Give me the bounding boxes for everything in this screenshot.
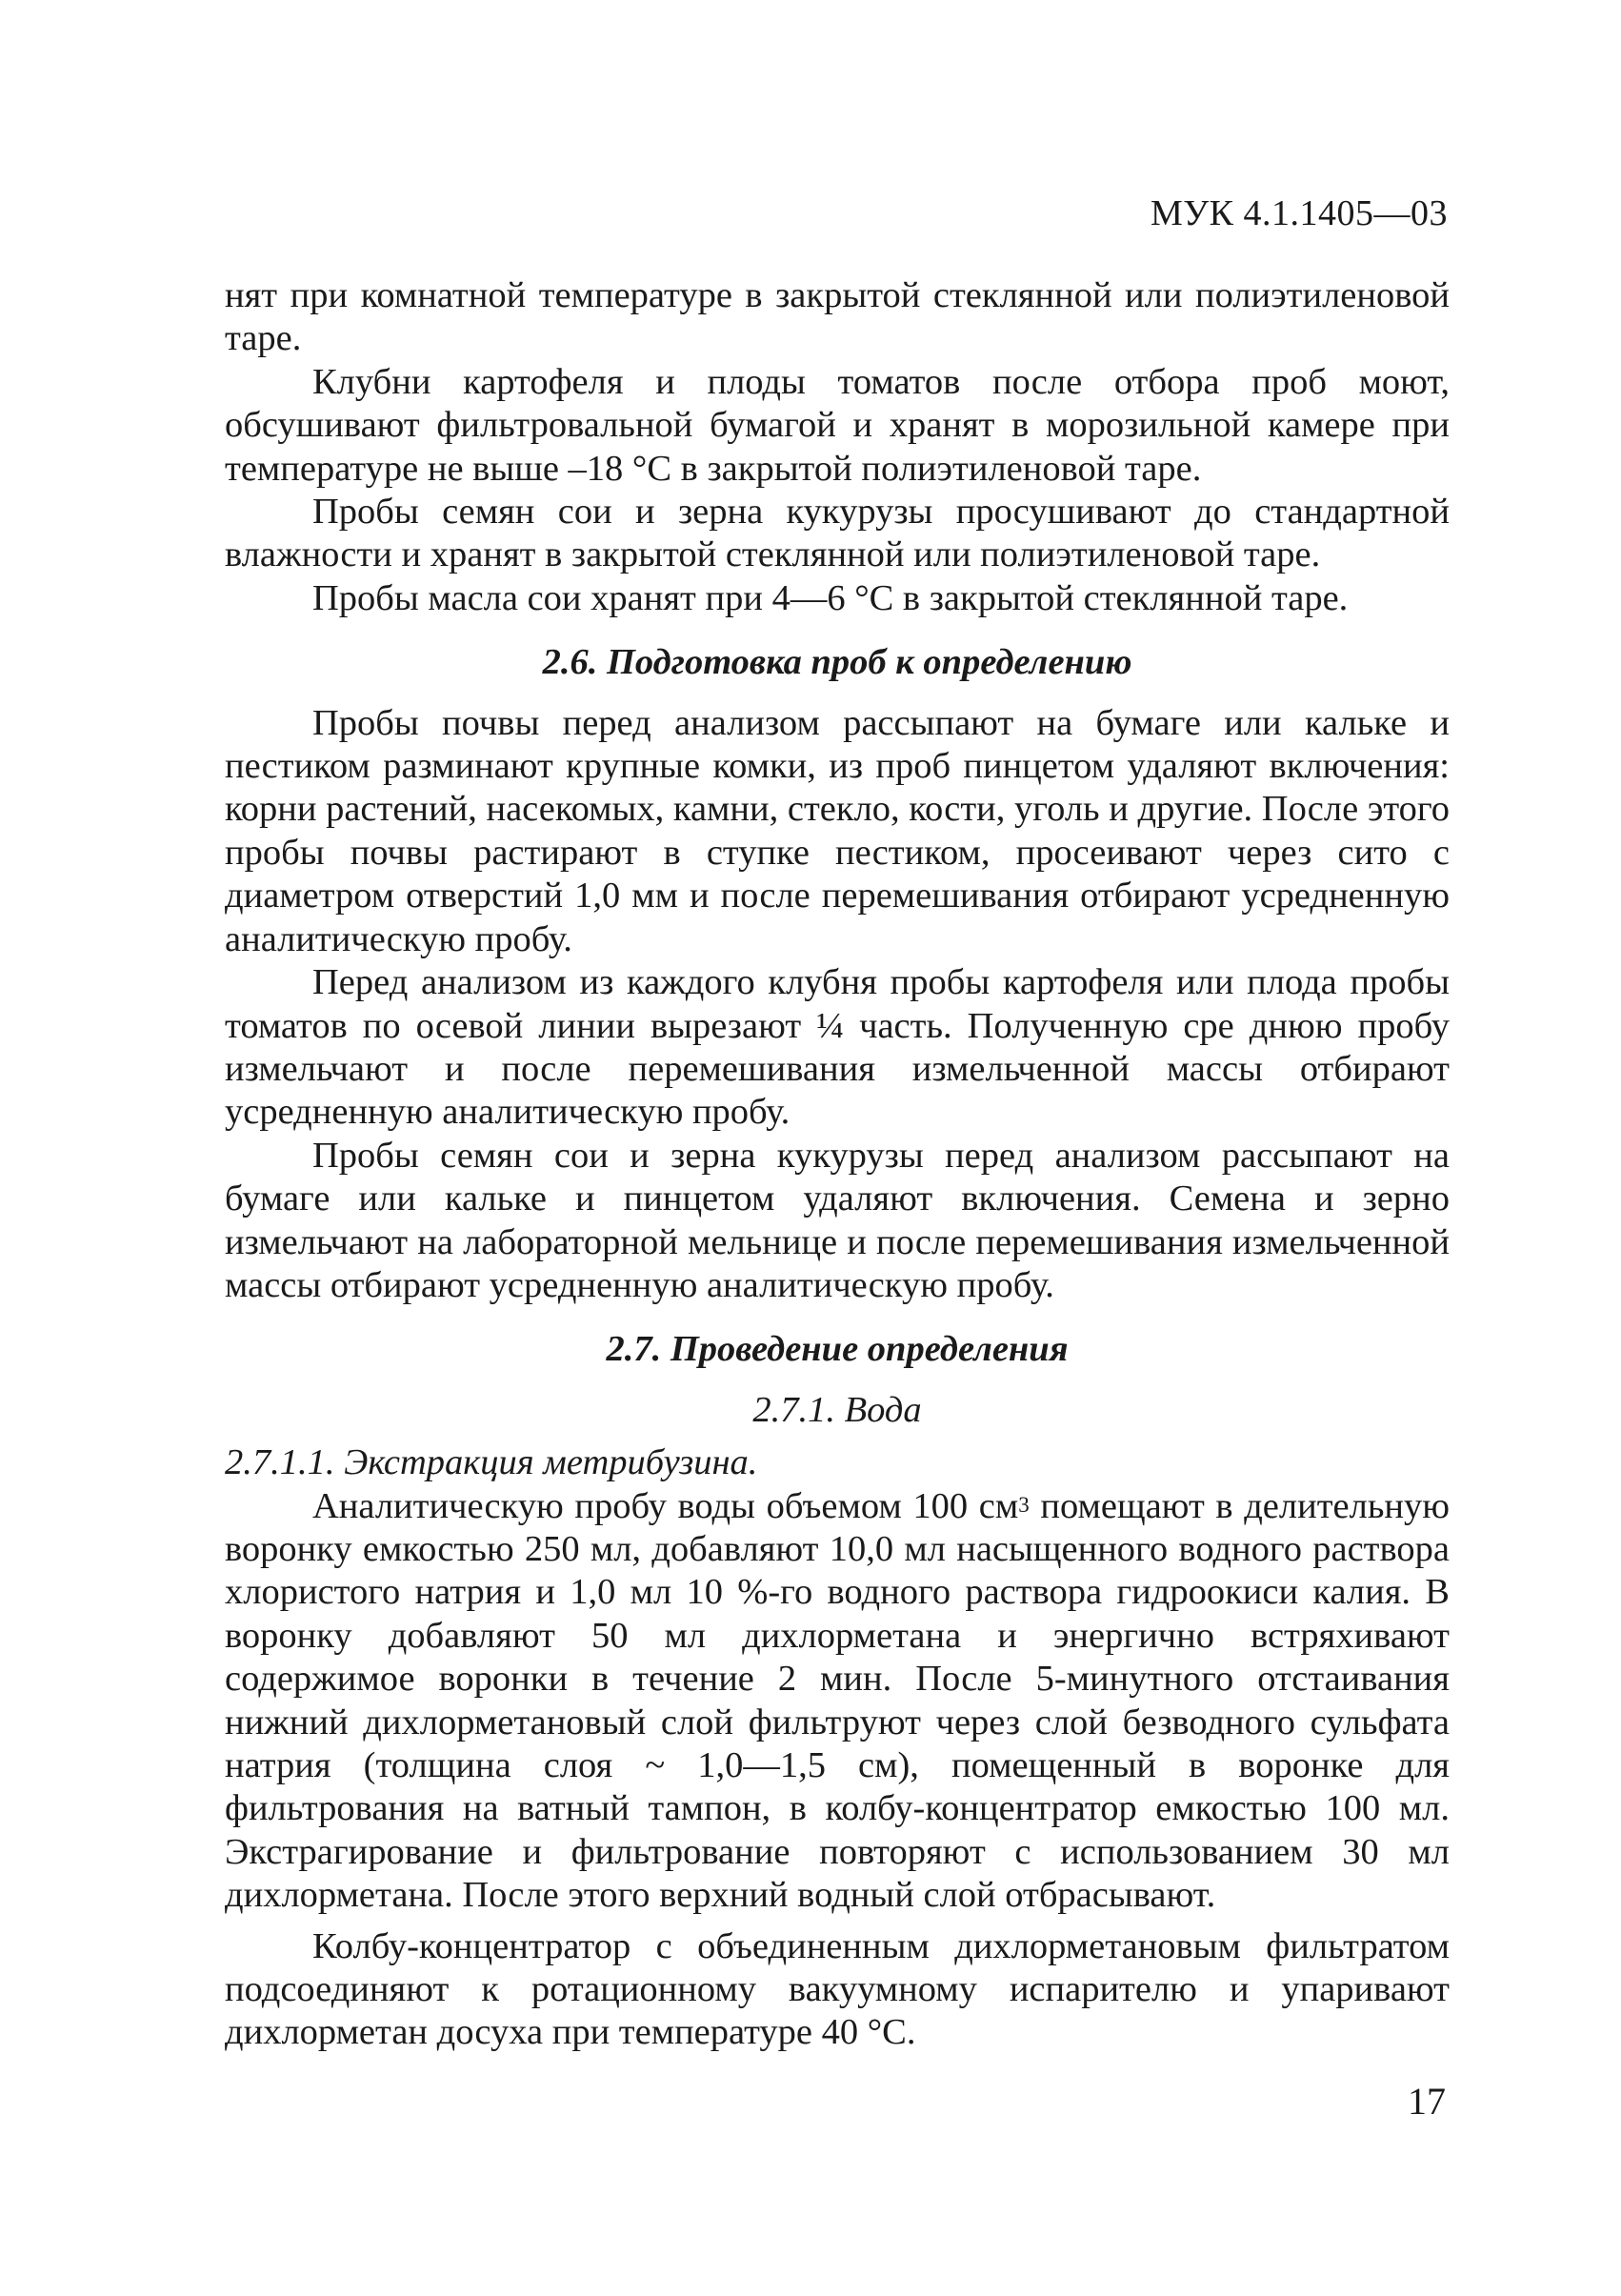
paragraph-text: помещают в делительную воронку емкостью 250 мл, добавляют 10,0 мл насыщенного водного раствора хлористого натрия и 1,0 мл 10 %-го водного раствора гидроокиси калия. В воронку добавляют 50 мл дихлорметана и энергично встряхивают содержимое воронки в течение 2 мин. После 5-минутного отстаивания нижний дихлорметановый слой фильтруют через слой безводного сульфата натрия (толщина слоя ~ 1,0—1,5 см), помещенный в воронке для фильтрования на ватный тампон, в колбу-концентратор емкостью 100 мл. Экстрагирование и фильтрование повторяют с использованием 30 мл дихлорметана. После этого верхний водный слой отбрасывают.: [225, 1485, 1450, 1916]
document-code: МУК 4.1.1405—03: [1150, 193, 1448, 233]
paragraph: нят при комнатной температуре в закрытой стеклянной или полиэтиленовой таре.: [225, 275, 1450, 359]
paragraph: [225, 1485, 1450, 1918]
paragraph: Перед анализом из каждого клубня пробы картофеля или плода пробы томатов по осевой линии вырезают ¼ часть. Полученную сре днюю пробу измельчают и после перемешивания измельченной массы отбирают усредненную аналитическую пробу.: [225, 962, 1450, 1133]
paragraph: Колбу-концентратор с объединенным дихлорметановым фильтратом подсоединяют к ротационному вакуумному испарителю и упаривают дихлорметан досуха при температуре 40 °С.: [225, 1925, 1450, 2053]
paragraph: Пробы семян сои и зерна кукурузы перед анализом рассыпают на бумаге или кальке и пинцетом удаляют включения. Семена и зерно измельчают на лабораторной мельнице и после перемешивания измельченной массы отбирают усредненную аналитическую пробу.: [225, 1135, 1450, 1305]
page-content: [225, 274, 1450, 2055]
page-number: 17: [1408, 2080, 1446, 2123]
section-heading-2-6: 2.6. Подготовка проб к определению: [542, 642, 1132, 683]
paragraph: Пробы масла сои хранят при 4—6 °С в закрытой стеклянной таре.: [312, 577, 1349, 618]
paragraph-text: Аналитическую пробу воды объемом 100 см: [312, 1485, 1019, 1526]
paragraph: Пробы почвы перед анализом рассыпают на бумаге или кальке и пестиком разминают крупные комки, из проб пинцетом удаляют включения: корни растений, насекомых, камни, стекло, кости, уголь и другие. После этого пробы почвы растирают в ступке пестиком, просеивают через сито с диаметром отверстий 1,0 мм и после перемешивания отбирают усредненную аналитическую пробу.: [225, 702, 1450, 959]
subsubsection-heading-2-7-1-1: 2.7.1.1. Экстракция метрибузина.: [225, 1442, 758, 1483]
superscript: 3: [1018, 1491, 1030, 1517]
section-heading-2-7: 2.7. Проведение определения: [606, 1329, 1069, 1370]
paragraph: Клубни картофеля и плоды томатов после отбора проб моют, обсушивают фильтровальной бумагой и хранят в морозильной камере при температуре не выше –18 °С в закрытой полиэтиленовой таре.: [225, 361, 1450, 489]
paragraph: Пробы семян сои и зерна кукурузы просушивают до стандартной влажности и хранят в закрытой стеклянной или полиэтиленовой таре.: [225, 492, 1450, 575]
subsection-heading-2-7-1: 2.7.1. Вода: [752, 1389, 922, 1430]
